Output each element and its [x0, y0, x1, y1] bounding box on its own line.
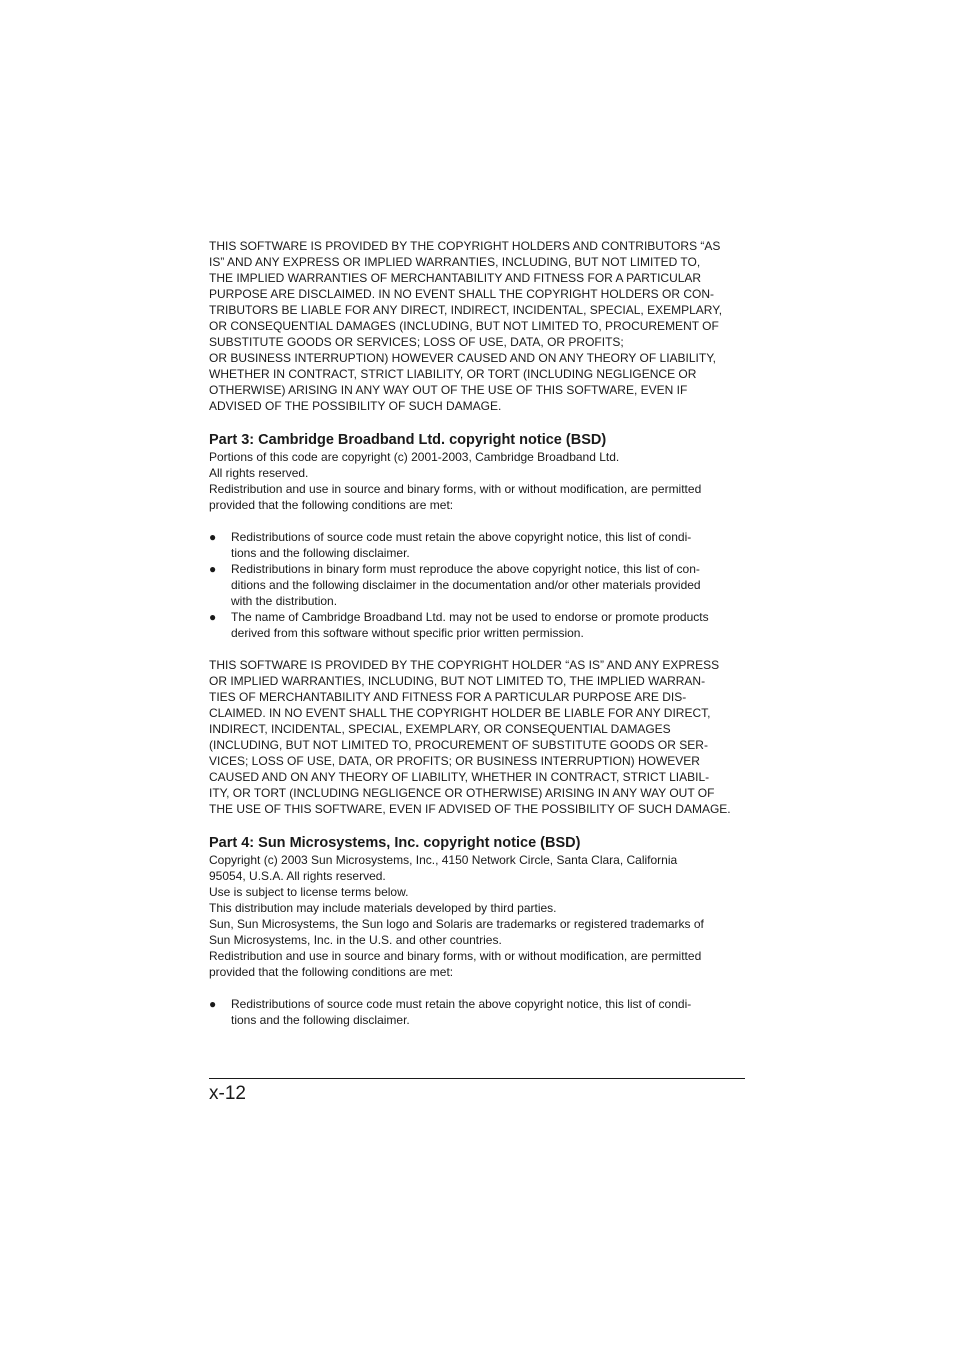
bullet-icon: ●: [209, 610, 217, 624]
text-line: Sun Microsystems, Inc. in the U.S. and other countries.: [209, 933, 502, 947]
part3-intro: [209, 449, 749, 513]
text-line: with the distribution.: [231, 594, 338, 608]
text-line: ditions and the following disclaimer in the documentation and/or other materials provided: [231, 578, 701, 592]
text-line: Redistributions of source code must retain the above copyright notice, this list of condi-: [231, 997, 692, 1011]
part4-intro: [209, 852, 749, 980]
text-line: THE USE OF THIS SOFTWARE, EVEN IF ADVISED OF THE POSSIBILITY OF SUCH DAMAGE.: [209, 802, 731, 816]
text-line: (INCLUDING, BUT NOT LIMITED TO, PROCUREMENT OF SUBSTITUTE GOODS OR SER-: [209, 738, 708, 752]
text-line: TIES OF MERCHANTABILITY AND FITNESS FOR A PARTICULAR PURPOSE ARE DIS-: [209, 690, 687, 704]
text-line: derived from this software without specific prior written permission.: [231, 626, 584, 640]
text-line: provided that the following conditions are met:: [209, 498, 454, 512]
text-line: THE IMPLIED WARRANTIES OF MERCHANTABILITY AND FITNESS FOR A PARTICULAR: [209, 271, 702, 285]
text-line: OR IMPLIED WARRANTIES, INCLUDING, BUT NOT LIMITED TO, THE IMPLIED WARRAN-: [209, 674, 706, 688]
footer-divider: [209, 1078, 745, 1079]
bullet-icon: ●: [209, 997, 217, 1011]
text-line: TRIBUTORS BE LIABLE FOR ANY DIRECT, INDIRECT, INCIDENTAL, SPECIAL, EXEMPLARY,: [209, 303, 723, 317]
document-body: [209, 238, 749, 1028]
part4-heading: Part 4: Sun Microsystems, Inc. copyright notice (BSD): [209, 835, 581, 851]
text-line: Portions of this code are copyright (c) 2001-2003, Cambridge Broadband Ltd.: [209, 450, 620, 464]
text-line: WHETHER IN CONTRACT, STRICT LIABILITY, OR TORT (INCLUDING NEGLIGENCE OR: [209, 367, 697, 381]
text-line: provided that the following conditions are met:: [209, 965, 454, 979]
part3-heading: Part 3: Cambridge Broadband Ltd. copyright notice (BSD): [209, 432, 607, 448]
text-line: Redistribution and use in source and binary forms, with or without modification, are permitted: [209, 482, 702, 496]
text-line: The name of Cambridge Broadband Ltd. may not be used to endorse or promote products: [231, 610, 709, 624]
text-line: INDIRECT, INCIDENTAL, SPECIAL, EXEMPLARY, OR CONSEQUENTIAL DAMAGES: [209, 722, 671, 736]
text-line: 95054, U.S.A. All rights reserved.: [209, 869, 386, 883]
list-item: [209, 561, 749, 609]
text-line: This distribution may include materials developed by third parties.: [209, 901, 557, 915]
disclaimer-paragraph-1: [209, 238, 749, 414]
part4-conditions-list: [209, 996, 749, 1028]
text-line: ITY, OR TORT (INCLUDING NEGLIGENCE OR OTHERWISE) ARISING IN ANY WAY OUT OF: [209, 786, 715, 800]
text-line: IS” AND ANY EXPRESS OR IMPLIED WARRANTIES, INCLUDING, BUT NOT LIMITED TO,: [209, 255, 701, 269]
text-line: tions and the following disclaimer.: [231, 1013, 410, 1027]
list-item: [209, 609, 749, 641]
list-item: [209, 996, 749, 1028]
text-line: Redistributions in binary form must reproduce the above copyright notice, this list of con-: [231, 562, 700, 576]
text-line: Redistribution and use in source and binary forms, with or without modification, are permitted: [209, 949, 702, 963]
spacer: [209, 980, 749, 996]
bullet-icon: ●: [209, 530, 217, 544]
text-line: Redistributions of source code must retain the above copyright notice, this list of condi-: [231, 530, 692, 544]
bullet-icon: ●: [209, 562, 217, 576]
text-line: CLAIMED. IN NO EVENT SHALL THE COPYRIGHT HOLDER BE LIABLE FOR ANY DIRECT,: [209, 706, 711, 720]
text-line: Use is subject to license terms below.: [209, 885, 409, 899]
text-line: PURPOSE ARE DISCLAIMED. IN NO EVENT SHALL THE COPYRIGHT HOLDERS OR CON-: [209, 287, 714, 301]
text-line: Sun, Sun Microsystems, the Sun logo and Solaris are trademarks or registered trademarks of: [209, 917, 704, 931]
list-item: [209, 529, 749, 561]
spacer: [209, 513, 749, 529]
text-line: VICES; LOSS OF USE, DATA, OR PROFITS; OR BUSINESS INTERRUPTION) HOWEVER: [209, 754, 700, 768]
text-line: OR BUSINESS INTERRUPTION) HOWEVER CAUSED AND ON ANY THEORY OF LIABILITY,: [209, 351, 716, 365]
text-line: tions and the following disclaimer.: [231, 546, 410, 560]
text-line: CAUSED AND ON ANY THEORY OF LIABILITY, WHETHER IN CONTRACT, STRICT LIABIL-: [209, 770, 710, 784]
part3-disclaimer: [209, 657, 749, 817]
text-line: THIS SOFTWARE IS PROVIDED BY THE COPYRIGHT HOLDER “AS IS” AND ANY EXPRESS: [209, 658, 720, 672]
text-line: ADVISED OF THE POSSIBILITY OF SUCH DAMAGE.: [209, 399, 502, 413]
text-line: All rights reserved.: [209, 466, 309, 480]
spacer: [209, 641, 749, 657]
text-line: THIS SOFTWARE IS PROVIDED BY THE COPYRIGHT HOLDERS AND CONTRIBUTORS “AS: [209, 239, 721, 253]
text-line: OTHERWISE) ARISING IN ANY WAY OUT OF THE USE OF THIS SOFTWARE, EVEN IF: [209, 383, 688, 397]
text-line: Copyright (c) 2003 Sun Microsystems, Inc., 4150 Network Circle, Santa Clara, California: [209, 853, 678, 867]
text-line: SUBSTITUTE GOODS OR SERVICES; LOSS OF USE, DATA, OR PROFITS;: [209, 335, 624, 349]
page-number: x-12: [209, 1083, 246, 1104]
part3-conditions-list: [209, 529, 749, 641]
text-line: OR CONSEQUENTIAL DAMAGES (INCLUDING, BUT NOT LIMITED TO, PROCUREMENT OF: [209, 319, 719, 333]
